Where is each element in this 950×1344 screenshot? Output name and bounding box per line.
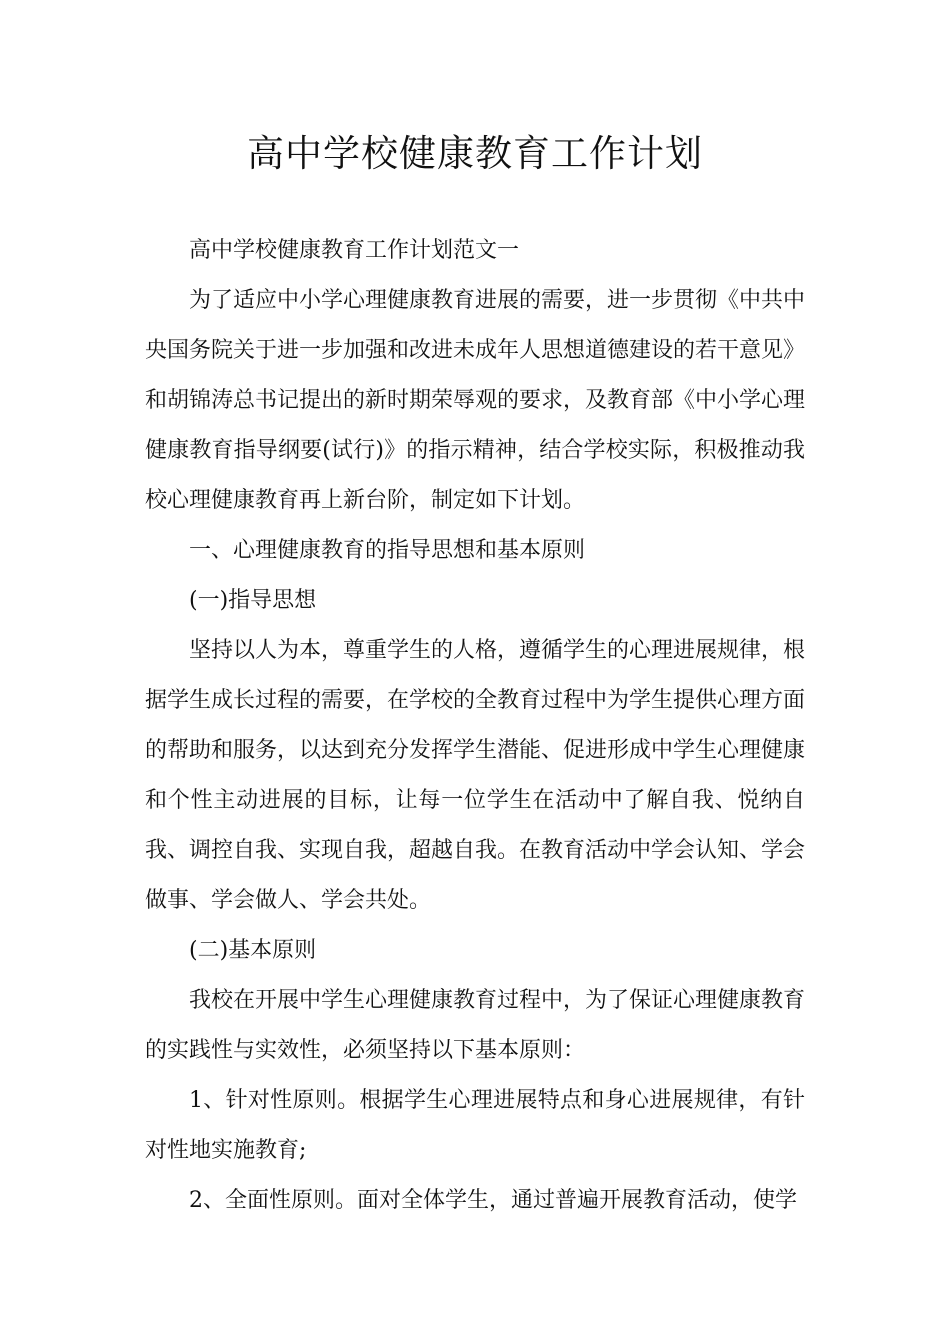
- subsection-heading-basic-principles: (二)基本原则: [189, 938, 317, 963]
- list-item-principle-1: 1、针对性原则。根据学生心理进展特点和身心进展规律，有针对性地实施教育;: [145, 1088, 805, 1163]
- section-heading-1: 一、心理健康教育的指导思想和基本原则: [189, 538, 586, 563]
- paragraph-basic-principles: 我校在开展中学生心理健康教育过程中，为了保证心理健康教育的实践性与实效性，必须坚持以下基本原则：: [145, 988, 806, 1063]
- paragraph-guiding-ideology: 坚持以人为本，尊重学生的人格，遵循学生的心理进展规律，根据学生成长过程的需要，在学校的全教育过程中为学生提供心理方面的帮助和服务，以达到充分发挥学生潜能、促进形成中学生心理健康和个性主动进展的目标，让每一位学生在活动中了解自我、悦纳自我、调控自我、实现自我，超越自我。在教育活动中学会认知、学会做事、学会做人、学会共处。: [145, 638, 806, 913]
- document-title: 高中学校健康教育工作计划: [247, 132, 703, 175]
- document-body: [145, 226, 805, 1226]
- list-item-principle-2: 2、全面性原则。面对全体学生，通过普遍开展教育活动，使学: [189, 1188, 797, 1213]
- subsection-heading-guiding-ideology: (一)指导思想: [189, 588, 317, 613]
- paragraph-subtitle: 高中学校健康教育工作计划范文一: [189, 238, 520, 263]
- paragraph-intro: 为了适应中小学心理健康教育进展的需要，进一步贯彻《中共中央国务院关于进一步加强和改进未成年人思想道德建设的若干意见》和胡锦涛总书记提出的新时期荣辱观的要求，及教育部《中小学心理健康教育指导纲要(试行)》的指示精神，结合学校实际，积极推动我校心理健康教育再上新台阶，制定如下计划。: [145, 288, 806, 513]
